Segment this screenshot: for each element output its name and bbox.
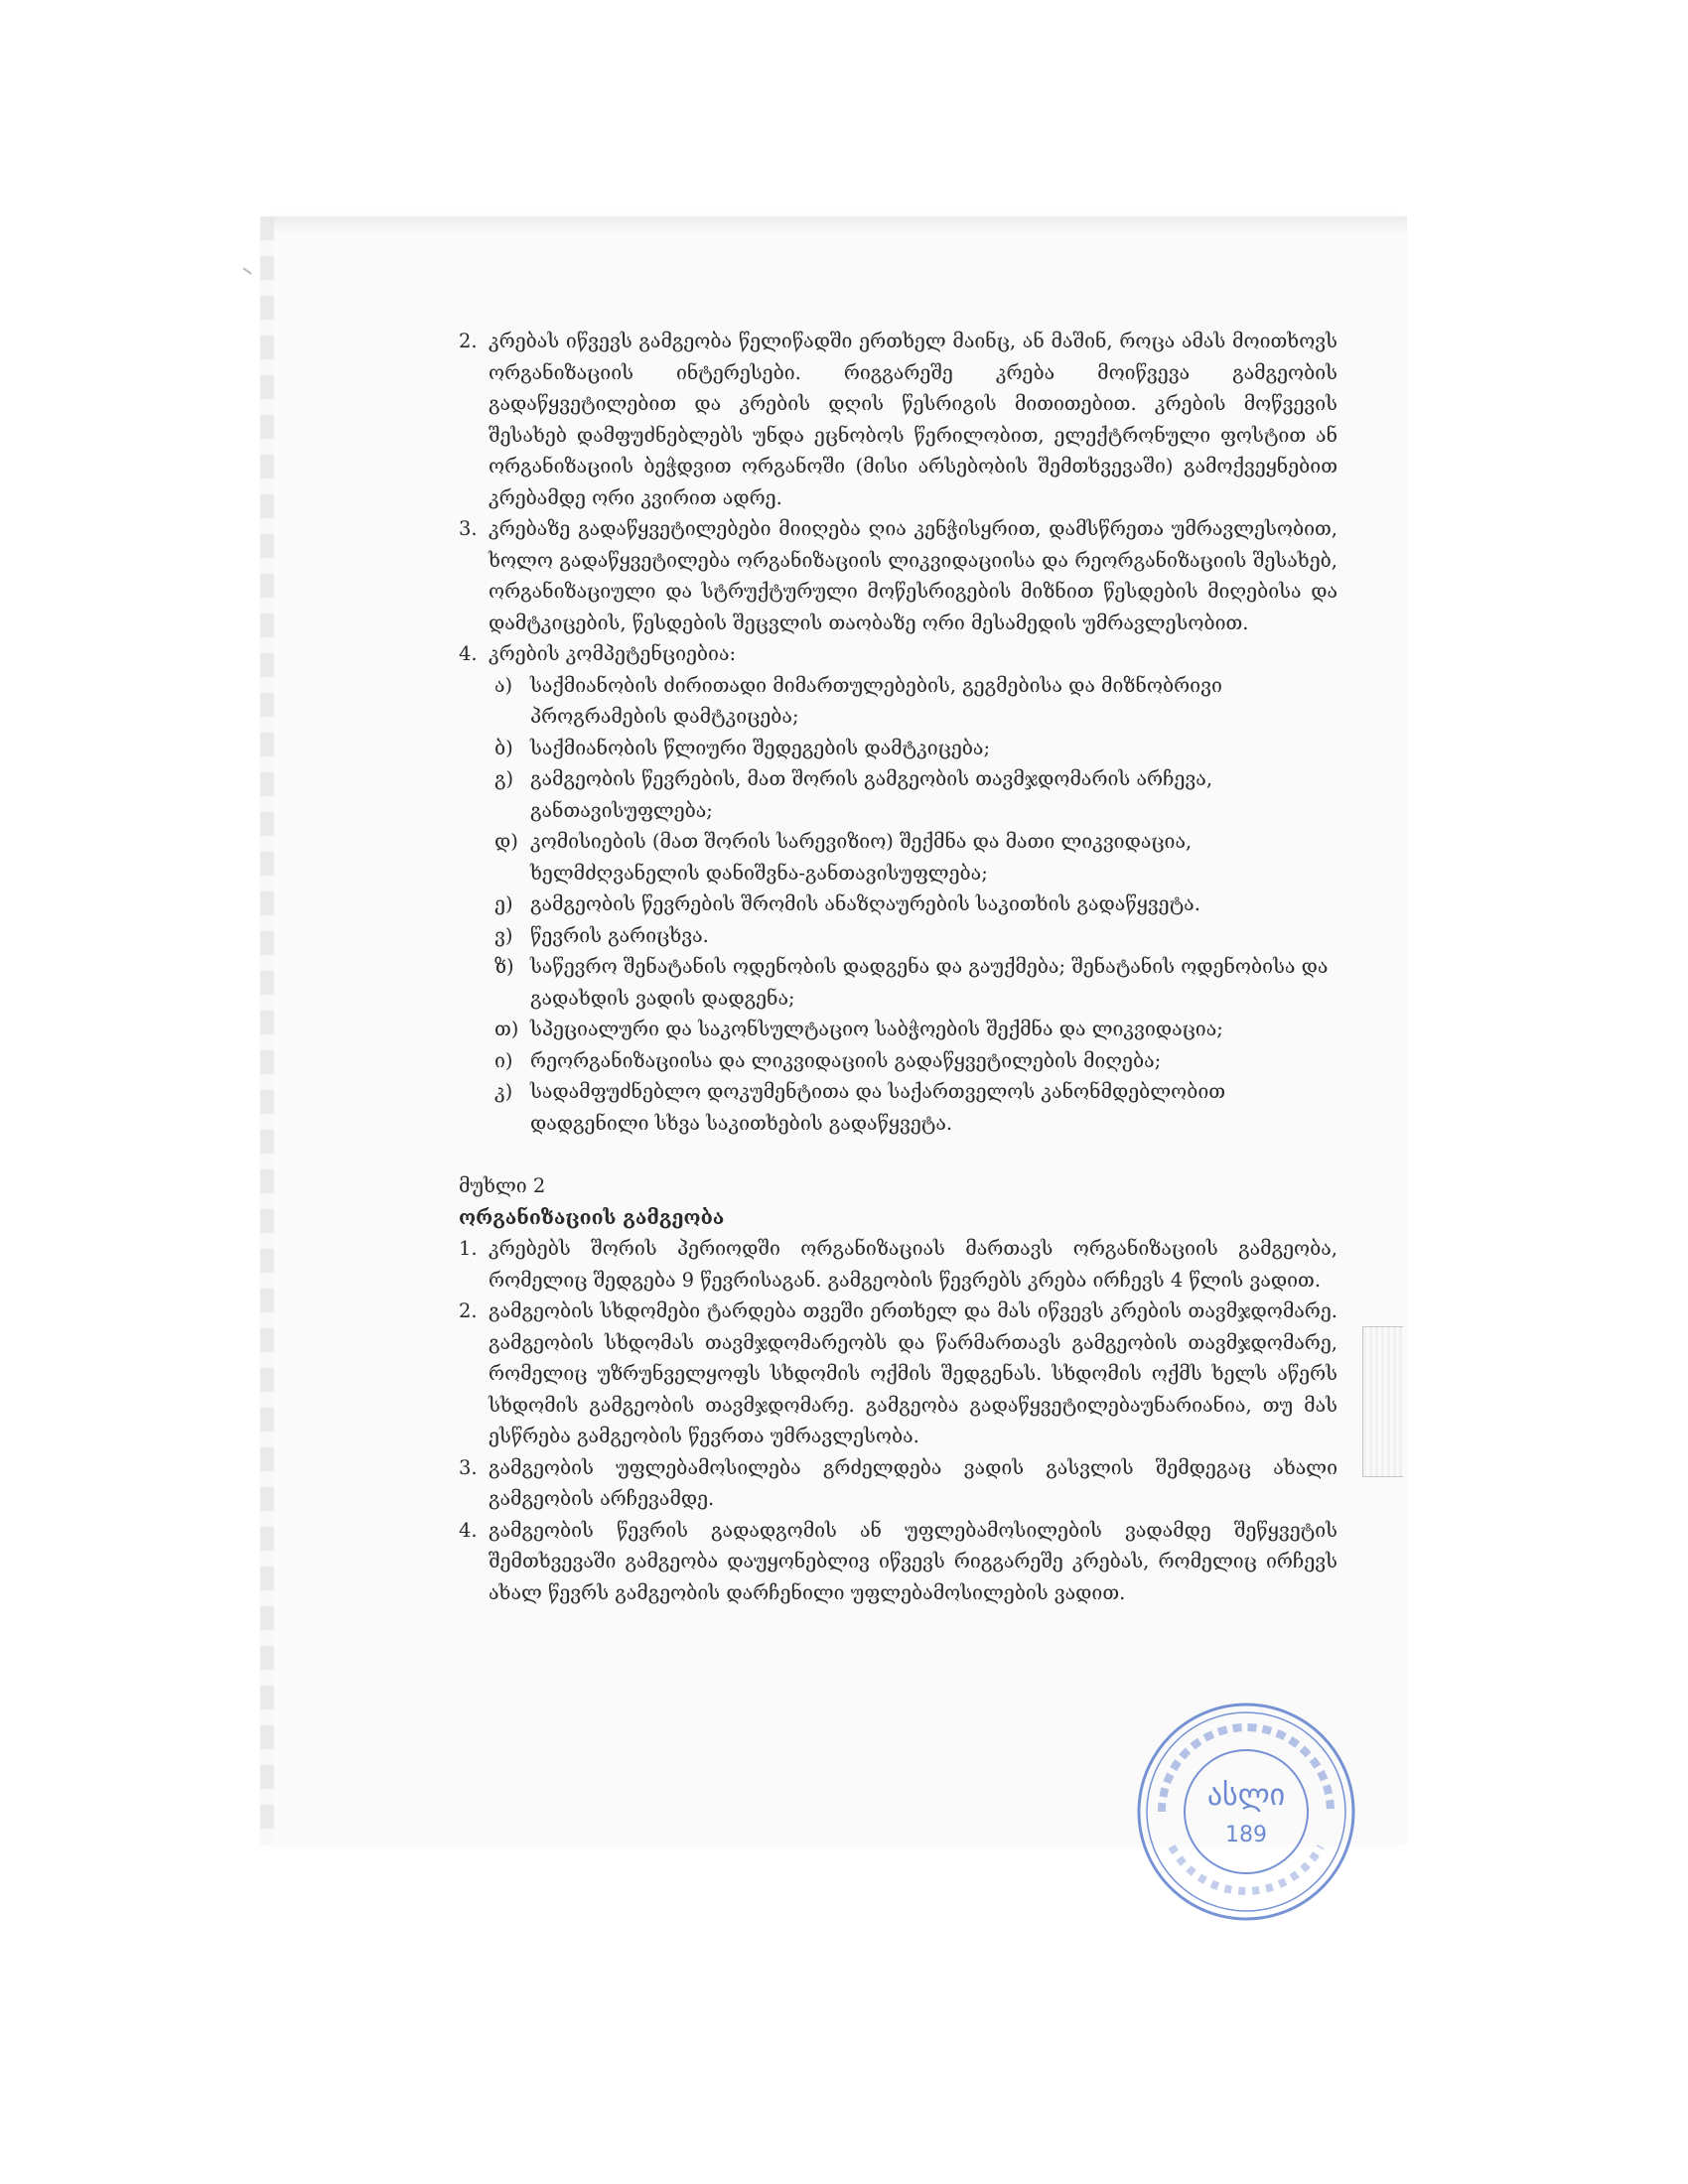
item-text: კრების კომპეტენციებია: <box>489 642 737 665</box>
item-text: კრებებს შორის პერიოდში ორგანიზაციას მართავს ორგანიზაციის გამგეობა, რომელიც შედგება 9 წევრისაგან. გამგეობის წევრებს კრება ირჩევს 4 წლის ვადით. <box>489 1237 1337 1292</box>
sub-list-item <box>459 888 1337 920</box>
sub-item-letter: კ) <box>494 1080 513 1103</box>
list-item <box>459 1515 1337 1609</box>
list-item <box>459 1296 1337 1452</box>
item-text: კრებაზე გადაწყვეტილებები მიიღება ღია კენჭისყრით, დამსწრეთა უმრავლესობით, ხოლო გადაწყვეტილება ორგანიზაციის ლიკვიდაციისა და რეორგანიზაციის შესახებ, ორგანიზაციული და სტრუქტურული მოწესრიგების მიზნით წესდების მიღებისა და დამტკიცების, წესდების შეცვლის თაობაზე ორი მესამედის უმრავლესობით. <box>489 517 1337 634</box>
item-number: 2. <box>459 330 478 352</box>
item-number: 1. <box>459 1237 478 1260</box>
sub-item-text: კომისიების (მათ შორის სარევიზიო) შექმნა და მათი ლიკვიდაცია, ხელმძღვანელის დანიშვნა-განთავისუფლება; <box>530 830 1193 885</box>
item-text: გამგეობის წევრის გადადგომის ან უფლებამოსილების ვადამდე შეწყვეტის შემთხვევაში გამგეობა დაუყონებლივ იწვევს რიგგარეშე კრებას, რომელიც ირჩევს ახალ წევრს გამგეობის დარჩენილი უფლებამოსილების ვადით. <box>489 1518 1337 1604</box>
item-number: 2. <box>459 1299 478 1322</box>
sub-item-letter: ბ) <box>494 736 513 759</box>
sub-list-item <box>459 951 1337 1014</box>
sub-item-letter: ე) <box>494 892 513 915</box>
seal-number: 189 <box>1225 1823 1267 1847</box>
item-text: გამგეობის სხდომები ტარდება თვეში ერთხელ და მას იწვევს კრების თავმჯდომარე. გამგეობის სხდომას თავმჯდომარეობს და წარმართავს გამგეობის თავმჯდომარე, რომელიც უზრუნველყოფს სხდომის ოქმის შედგენას. სხდომის ოქმს ხელს აწერს სხდომის გამგეობის თავმჯდომარე. გამგეობა გადაწყვეტილებაუნარიანია, თუ მას ესწრება გამგეობის წევრთა უმრავლესობა. <box>489 1299 1337 1447</box>
item-number: 3. <box>459 1455 478 1479</box>
side-stamp-fragment <box>1362 1326 1403 1477</box>
competence-list <box>459 670 1337 1140</box>
list-item <box>459 1233 1337 1296</box>
scan-speck <box>242 267 251 274</box>
sub-list-item <box>459 1014 1337 1045</box>
list-item <box>459 326 1337 513</box>
item-text: კრებას იწვევს გამგეობა წელიწადში ერთხელ მაინც, ან მაშინ, როცა ამას მოითხოვს ორგანიზაციის ინტერესები. რიგგარეშე კრება მოიწვევა გამგეობის გადაწყვეტილებით და კრების დღის წესრიგის მითითებით. კრების მოწვევის შესახებ დამფუძნებლებს უნდა ეცნობოს წერილობით, ელექტრონული ფოსტით ან ორგანიზაციის ბეჭდვით ორგანოში (მისი არსებობის შემთხვევაში) გამოქვეყნებით კრებამდე ორი კვირით ადრე. <box>489 330 1337 509</box>
sub-list-item <box>459 1045 1337 1077</box>
sub-item-letter: გ) <box>494 767 514 790</box>
sub-item-text: რეორგანიზაციისა და ლიკვიდაციის გადაწყვეტილების მიღება; <box>530 1048 1162 1072</box>
sub-item-text: გამგეობის წევრების, მათ შორის გამგეობის თავმჯდომარის არჩევა, განთავისუფლება; <box>530 767 1213 822</box>
document-body <box>459 326 1337 1608</box>
article-title: ორგანიზაციის გამგეობა <box>459 1205 725 1229</box>
item-number: 3. <box>459 517 478 540</box>
sub-list-item <box>459 670 1337 733</box>
sub-item-text: სპეციალური და საკონსულტაციო საბჭოების შექმნა და ლიკვიდაცია; <box>530 1018 1223 1040</box>
sub-item-letter: ზ) <box>494 955 514 978</box>
sub-list-item <box>459 733 1337 764</box>
article-number: მუხლი 2 <box>459 1174 546 1197</box>
sub-item-text: საქმიანობის წლიური შედეგების დამტკიცება; <box>530 736 991 759</box>
sub-item-letter: ა) <box>494 673 513 697</box>
item-number: 4. <box>459 642 478 665</box>
item-number: 4. <box>459 1518 478 1542</box>
sub-item-text: გამგეობის წევრების შრომის ანაზღაურების საკითხის გადაწყვეტა. <box>530 892 1200 915</box>
sub-item-letter: ი) <box>494 1048 513 1072</box>
sub-item-text: საწევრო შენატანის ოდენობის დადგენა და გაუქმება; შენატანის ოდენობისა და გადახდის ვადის დადგენა; <box>530 955 1329 1010</box>
sub-item-text: საქმიანობის ძირითადი მიმართულებების, გეგმებისა და მიზნობრივი პროგრამების დამტკიცება; <box>530 673 1222 728</box>
sub-list-item <box>459 920 1337 952</box>
list-item <box>459 513 1337 638</box>
sub-item-text: წევრის გარიცხვა. <box>530 923 709 947</box>
sub-item-letter: ვ) <box>494 923 513 947</box>
scan-edge-left <box>260 216 274 1844</box>
sub-item-letter: თ) <box>494 1018 519 1040</box>
list-item <box>459 1452 1337 1515</box>
sub-item-text: სადამფუძნებლო დოკუმენტითა და საქართველოს კანონმდებლობით დადგენილი სხვა საკითხების გადაწყვეტა. <box>530 1080 1226 1135</box>
item-text: გამგეობის უფლებამოსილება გრძელდება ვადის გასვლის შემდეგაც ახალი გამგეობის არჩევამდე. <box>489 1455 1337 1510</box>
notary-seal-icon <box>1132 1698 1360 1926</box>
scan-edge-top <box>270 216 1407 234</box>
sub-list-item <box>459 763 1337 826</box>
seal-center-text: ასლი <box>1206 1778 1286 1813</box>
sub-list-item <box>459 826 1337 888</box>
sub-list-item <box>459 1076 1337 1139</box>
sub-item-letter: დ) <box>494 830 518 853</box>
list-item <box>459 638 1337 670</box>
